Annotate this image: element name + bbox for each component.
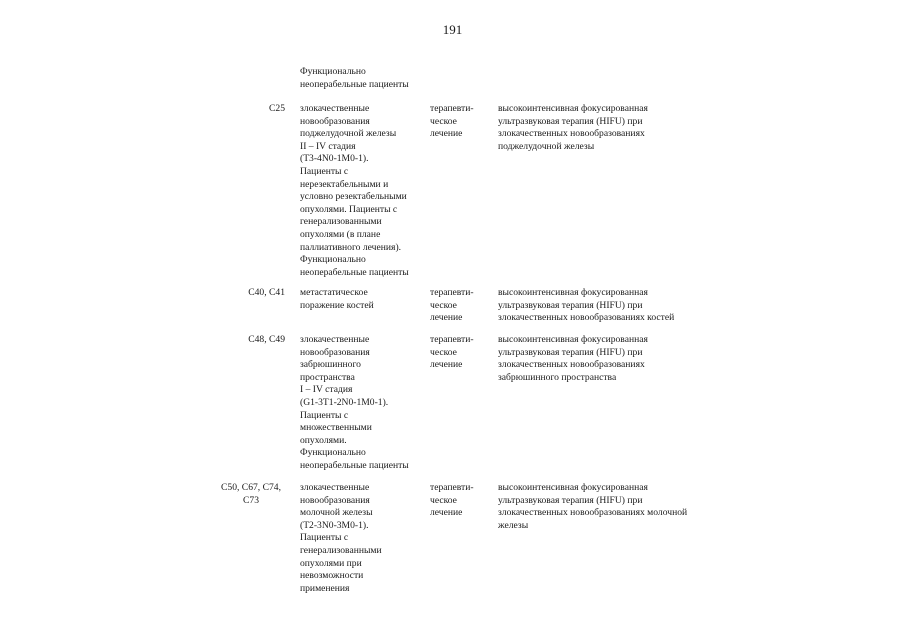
row-disease: злокачественные новообразования молочной железы (T2-3N0-3M0-1). Пациенты с генерализованными опухолями при невозможности применения <box>300 482 382 594</box>
row-disease: злокачественные новообразования поджелудочной железы II – IV стадия (T3-4N0-1M0-1). Пациенты с нерезектабельными и условно резектабельными опухолями. Пациенты с генерализованными опухолями (в плане паллиативного лечения). Функционально неоперабельные пациенты <box>300 103 409 278</box>
row-disease: метастатическое поражение костей <box>300 287 374 311</box>
continuation-disease-text: Функционально неоперабельные пациенты <box>300 66 409 90</box>
row-method: высокоинтенсивная фокусированная ультразвуковая терапия (HIFU) при злокачественных новообразованиях забрюшинного пространства <box>498 334 648 383</box>
row-code: C50, C67, C74, C73 <box>221 482 281 506</box>
row-treatment: терапевти- ческое лечение <box>430 482 474 519</box>
row-disease: злокачественные новообразования забрюшинного пространства I – IV стадия (G1-3T1-2N0-1M0-1). Пациенты с множественными опухолями. Функционально неоперабельные пациенты <box>300 334 409 471</box>
row-code: C48, C49 <box>248 334 285 345</box>
row-method: высокоинтенсивная фокусированная ультразвуковая терапия (HIFU) при злокачественных новообразованиях поджелудочной железы <box>498 103 648 152</box>
row-code: C25 <box>269 103 285 114</box>
row-code: C40, C41 <box>248 287 285 298</box>
page-number: 191 <box>442 22 463 37</box>
row-treatment: терапевти- ческое лечение <box>430 334 474 371</box>
row-treatment: терапевти- ческое лечение <box>430 103 474 140</box>
row-method: высокоинтенсивная фокусированная ультразвуковая терапия (HIFU) при злокачественных новообразованиях костей <box>498 287 675 324</box>
row-treatment: терапевти- ческое лечение <box>430 287 474 324</box>
row-method: высокоинтенсивная фокусированная ультразвуковая терапия (HIFU) при злокачественных новообразованиях молочной железы <box>498 482 688 531</box>
